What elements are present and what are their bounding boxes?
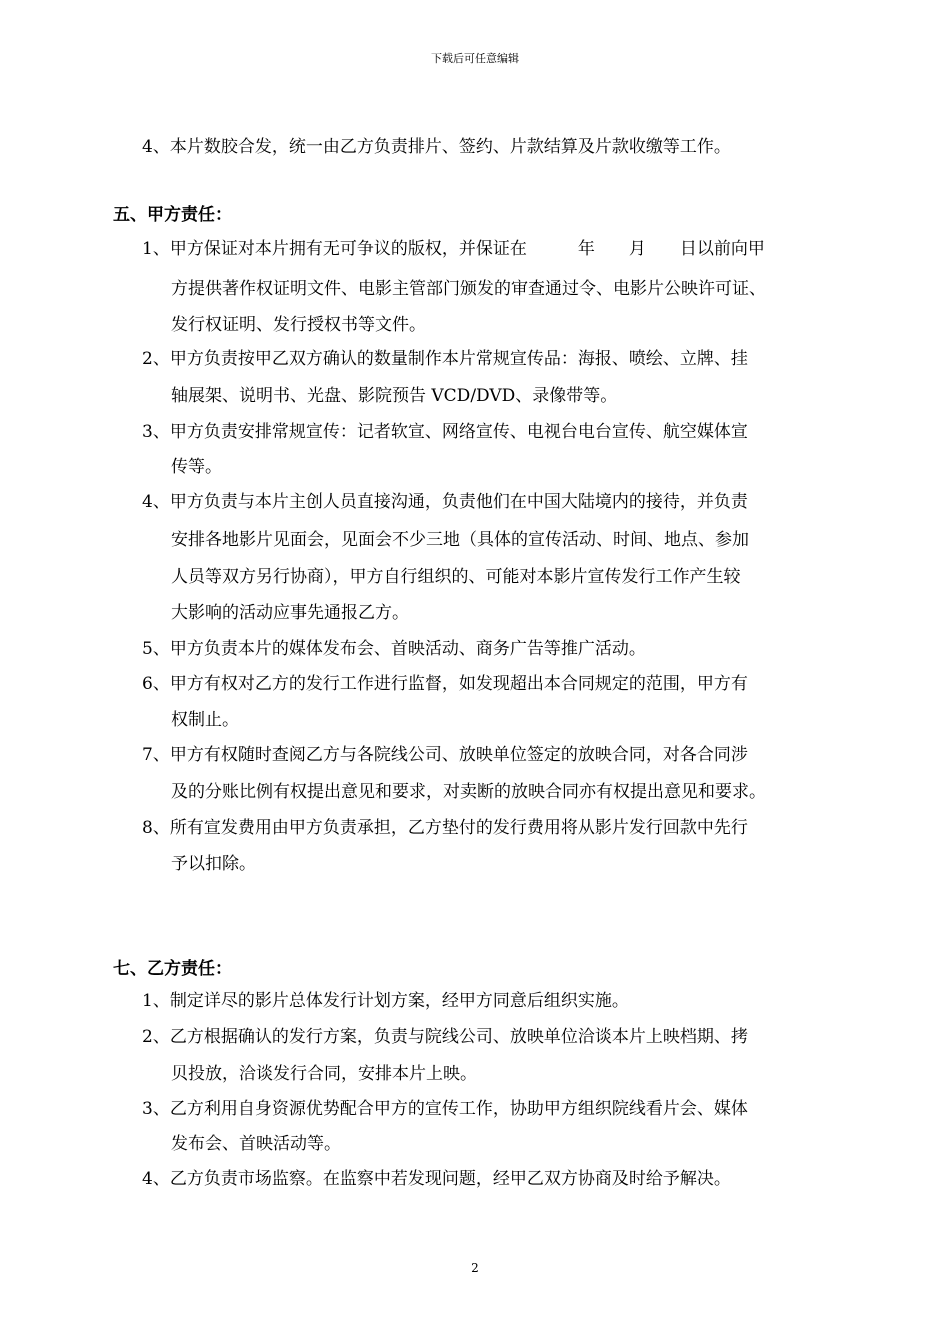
page-number: 2 <box>471 1261 479 1275</box>
section-heading: 七、乙方责任： <box>113 959 232 979</box>
paragraph-line: 发行权证明、发行授权书等文件。 <box>171 315 426 335</box>
paragraph-line: 人员等双方另行协商），甲方自行组织的、可能对本影片宣传发行工作产生较 <box>171 567 741 587</box>
paragraph-line: 权制止。 <box>171 710 239 730</box>
paragraph-line: 大影响的活动应事先通报乙方。 <box>171 603 409 623</box>
paragraph-line: 3、乙方利用自身资源优势配合甲方的宣传工作，协助甲方组织院线看片会、媒体 <box>142 1099 748 1119</box>
paragraph-line: 安排各地影片见面会，见面会不少三地（具体的宣传活动、时间、地点、参加 <box>171 530 749 550</box>
paragraph-line: 1、甲方保证对本片拥有无可争议的版权，并保证在 年 月 日以前向甲 <box>142 239 765 259</box>
paragraph-line: 轴展架、说明书、光盘、影院预告 VCD/DVD、录像带等。 <box>171 386 618 406</box>
paragraph-line: 4、甲方负责与本片主创人员直接沟通，负责他们在中国大陆境内的接待，并负责 <box>142 492 748 512</box>
paragraph-line: 5、甲方负责本片的媒体发布会、首映活动、商务广告等推广活动。 <box>142 639 646 659</box>
paragraph-line: 予以扣除。 <box>171 854 256 874</box>
paragraph-line: 传等。 <box>171 457 222 477</box>
paragraph-line: 3、甲方负责安排常规宣传：记者软宣、网络宣传、电视台电台宣传、航空媒体宣 <box>142 422 748 442</box>
paragraph-line: 及的分账比例有权提出意见和要求，对卖断的放映合同亦有权提出意见和要求。 <box>171 782 766 802</box>
paragraph-line: 贝投放，洽谈发行合同，安排本片上映。 <box>171 1064 477 1084</box>
paragraph-line: 4、本片数胶合发，统一由乙方负责排片、签约、片款结算及片款收缴等工作。 <box>142 137 731 157</box>
paragraph-line: 方提供著作权证明文件、电影主管部门颁发的审查通过令、电影片公映许可证、 <box>171 279 766 299</box>
paragraph-line: 7、甲方有权随时查阅乙方与各院线公司、放映单位签定的放映合同，对各合同涉 <box>142 745 748 765</box>
paragraph-line: 1、制定详尽的影片总体发行计划方案，经甲方同意后组织实施。 <box>142 991 629 1011</box>
paragraph-line: 4、乙方负责市场监察。在监察中若发现问题，经甲乙双方协商及时给予解决。 <box>142 1169 731 1189</box>
paragraph-line: 2、甲方负责按甲乙双方确认的数量制作本片常规宣传品：海报、喷绘、立牌、挂 <box>142 349 748 369</box>
section-heading: 五、甲方责任： <box>113 205 232 225</box>
paragraph-line: 2、乙方根据确认的发行方案，负责与院线公司、放映单位洽谈本片上映档期、拷 <box>142 1027 748 1047</box>
paragraph-line: 6、甲方有权对乙方的发行工作进行监督，如发现超出本合同规定的范围，甲方有 <box>142 674 748 694</box>
paragraph-line: 发布会、首映活动等。 <box>171 1134 341 1154</box>
paragraph-line: 8、所有宣发费用由甲方负责承担，乙方垫付的发行费用将从影片发行回款中先行 <box>142 818 748 838</box>
page-header: 下载后可任意编辑 <box>431 52 519 65</box>
